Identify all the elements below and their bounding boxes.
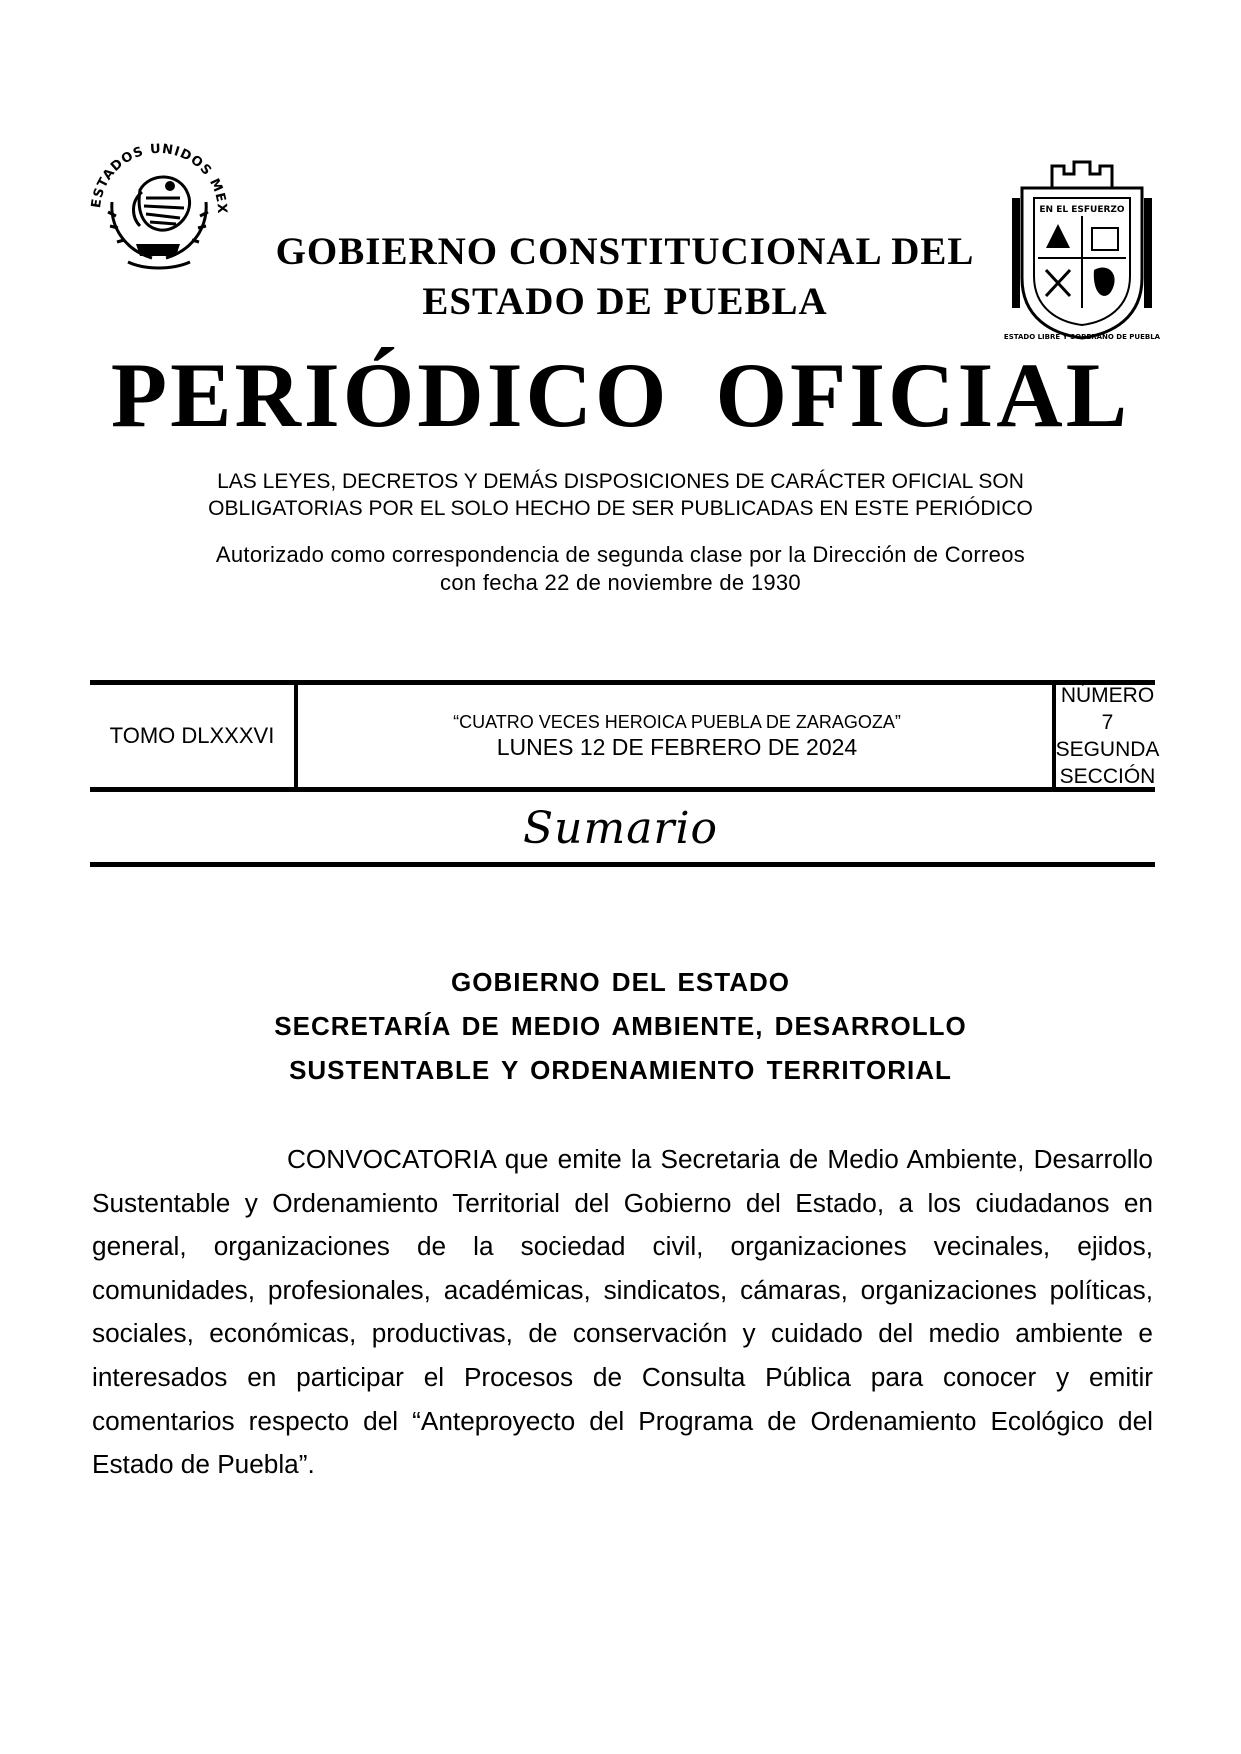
- tomo-cell: [90, 685, 294, 787]
- tomo-label: TOMO DLXXXVI: [109, 723, 275, 748]
- section-line1: SEGUNDA: [1055, 738, 1160, 761]
- summary-heading: Sumario: [522, 803, 719, 854]
- newspaper-title: PERIÓDICO OFICIAL: [110, 344, 1131, 446]
- agency-line3: SUSTENTABLE Y ORDENAMIENTO TERRITORIAL: [289, 1055, 952, 1085]
- puebla-coat-of-arms-icon: [1003, 158, 1161, 341]
- seal-left-text: ESTADOS UNIDOS MEX: [89, 141, 230, 215]
- government-title-line2: ESTADO DE PUEBLA: [422, 280, 828, 323]
- summary-divider: [90, 862, 1155, 867]
- postal-authorization-line1: Autorizado como correspondencia de segunda clase por la Dirección de Correos: [215, 542, 1026, 567]
- issue-date: LUNES 12 DE FEBRERO DE 2024: [496, 734, 858, 760]
- legal-legend-line1: LAS LEYES, DECRETOS Y DEMÁS DISPOSICIONES DE CARÁCTER OFICIAL SON: [217, 470, 1024, 493]
- section-line2: SECCIÓN: [1059, 765, 1156, 788]
- seal-right-bottom-text: ESTADO LIBRE Y SOBERANO DE PUEBLA: [1003, 333, 1161, 341]
- issue-info-table: [90, 680, 1160, 792]
- table-divider: [294, 685, 298, 787]
- seal-right-top-text: EN EL ESFUERZO: [1039, 205, 1125, 215]
- legal-legend-line2: OBLIGATORIAS POR EL SOLO HECHO DE SER PUBLICADAS EN ESTE PERIÓDICO: [208, 497, 1033, 520]
- government-title-line1: GOBIERNO CONSTITUCIONAL DEL: [275, 230, 975, 273]
- issue-number: NÚMERO 7: [1060, 684, 1155, 734]
- city-motto: “CUATRO VECES HEROICA PUEBLA DE ZARAGOZA”: [453, 712, 901, 732]
- number-cell: [1055, 684, 1160, 788]
- agency-line2: SECRETARÍA DE MEDIO AMBIENTE, DESARROLLO: [274, 1011, 967, 1041]
- date-cell: [302, 685, 1052, 787]
- postal-authorization-line2: con fecha 22 de noviembre de 1930: [440, 570, 801, 595]
- convocatoria-paragraph: CONVOCATORIA que emite la Secretaria de Medio Ambiente, Desarrollo Sustentable y Ordenamiento Territorial del Gobierno del Estado, a los ciudadanos en general, organizaciones de la sociedad civil, organizaciones vecinales, ejidos, comunidades, profesionales, académicas, sindicatos, cámaras, organizaciones políticas, sociales, económicas, productivas, de conservación y cuidado del medio ambiente e interesados en participar el Procesos de Consulta Pública para conocer y emitir comentarios respecto del “Anteproyecto del Programa de Ordenamiento Ecológico del Estado de Puebla”.: [92, 1144, 1153, 1480]
- agency-line1: GOBIERNO DEL ESTADO: [451, 967, 790, 997]
- mexico-coat-of-arms-icon: [80, 132, 235, 287]
